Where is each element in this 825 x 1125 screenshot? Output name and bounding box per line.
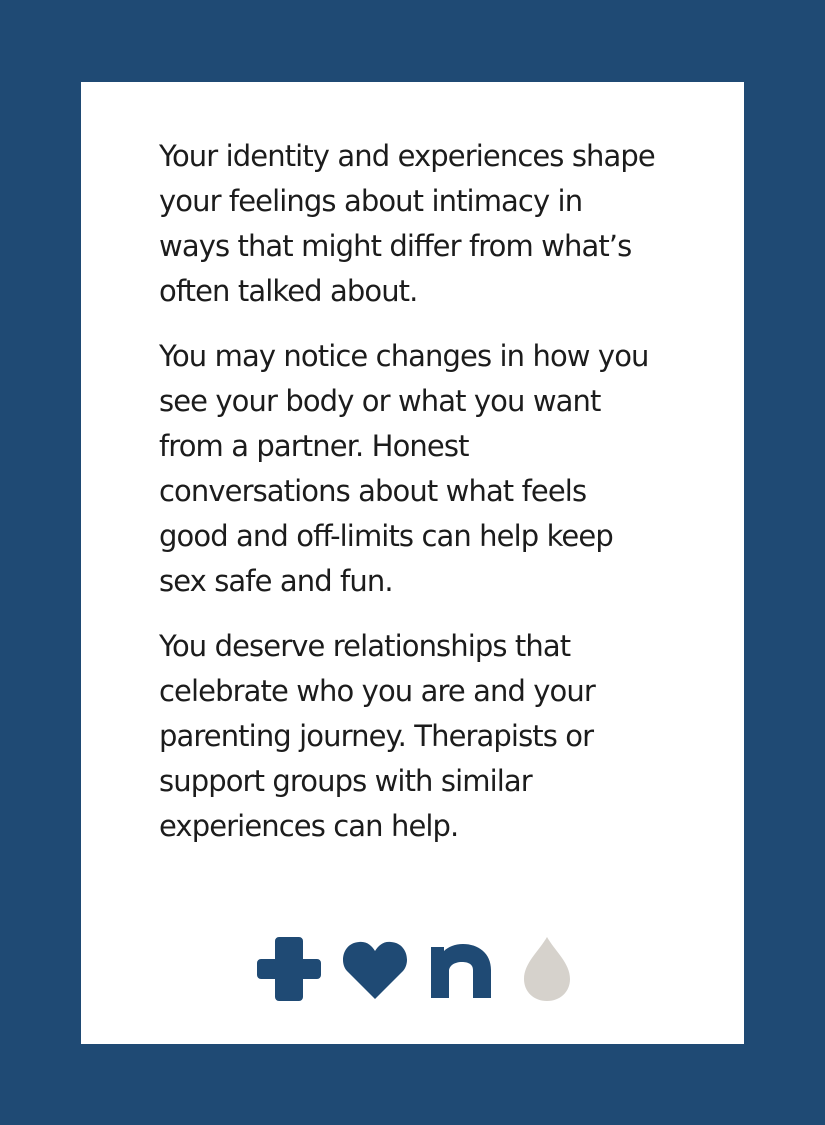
paragraph-relationships: You deserve relationships that celebrate who you are and your parenting journey. Therapists or support groups with similar experiences can help. [159,629,595,843]
arch-icon [427,935,495,1003]
drop-icon [513,935,581,1003]
paragraph-identity: Your identity and experiences shape your feelings about intimacy in ways that might differ from what’s often talked about. [159,139,655,308]
icon-row [255,935,575,1003]
heart-icon [341,935,409,1003]
body-text [159,134,659,869]
content-card [81,82,744,1044]
cross-icon [255,935,323,1003]
paragraph-body-changes: You may notice changes in how you see your body or what you want from a partner. Honest conversations about what feels good and off-limits can help keep sex safe and fun. [159,339,649,598]
